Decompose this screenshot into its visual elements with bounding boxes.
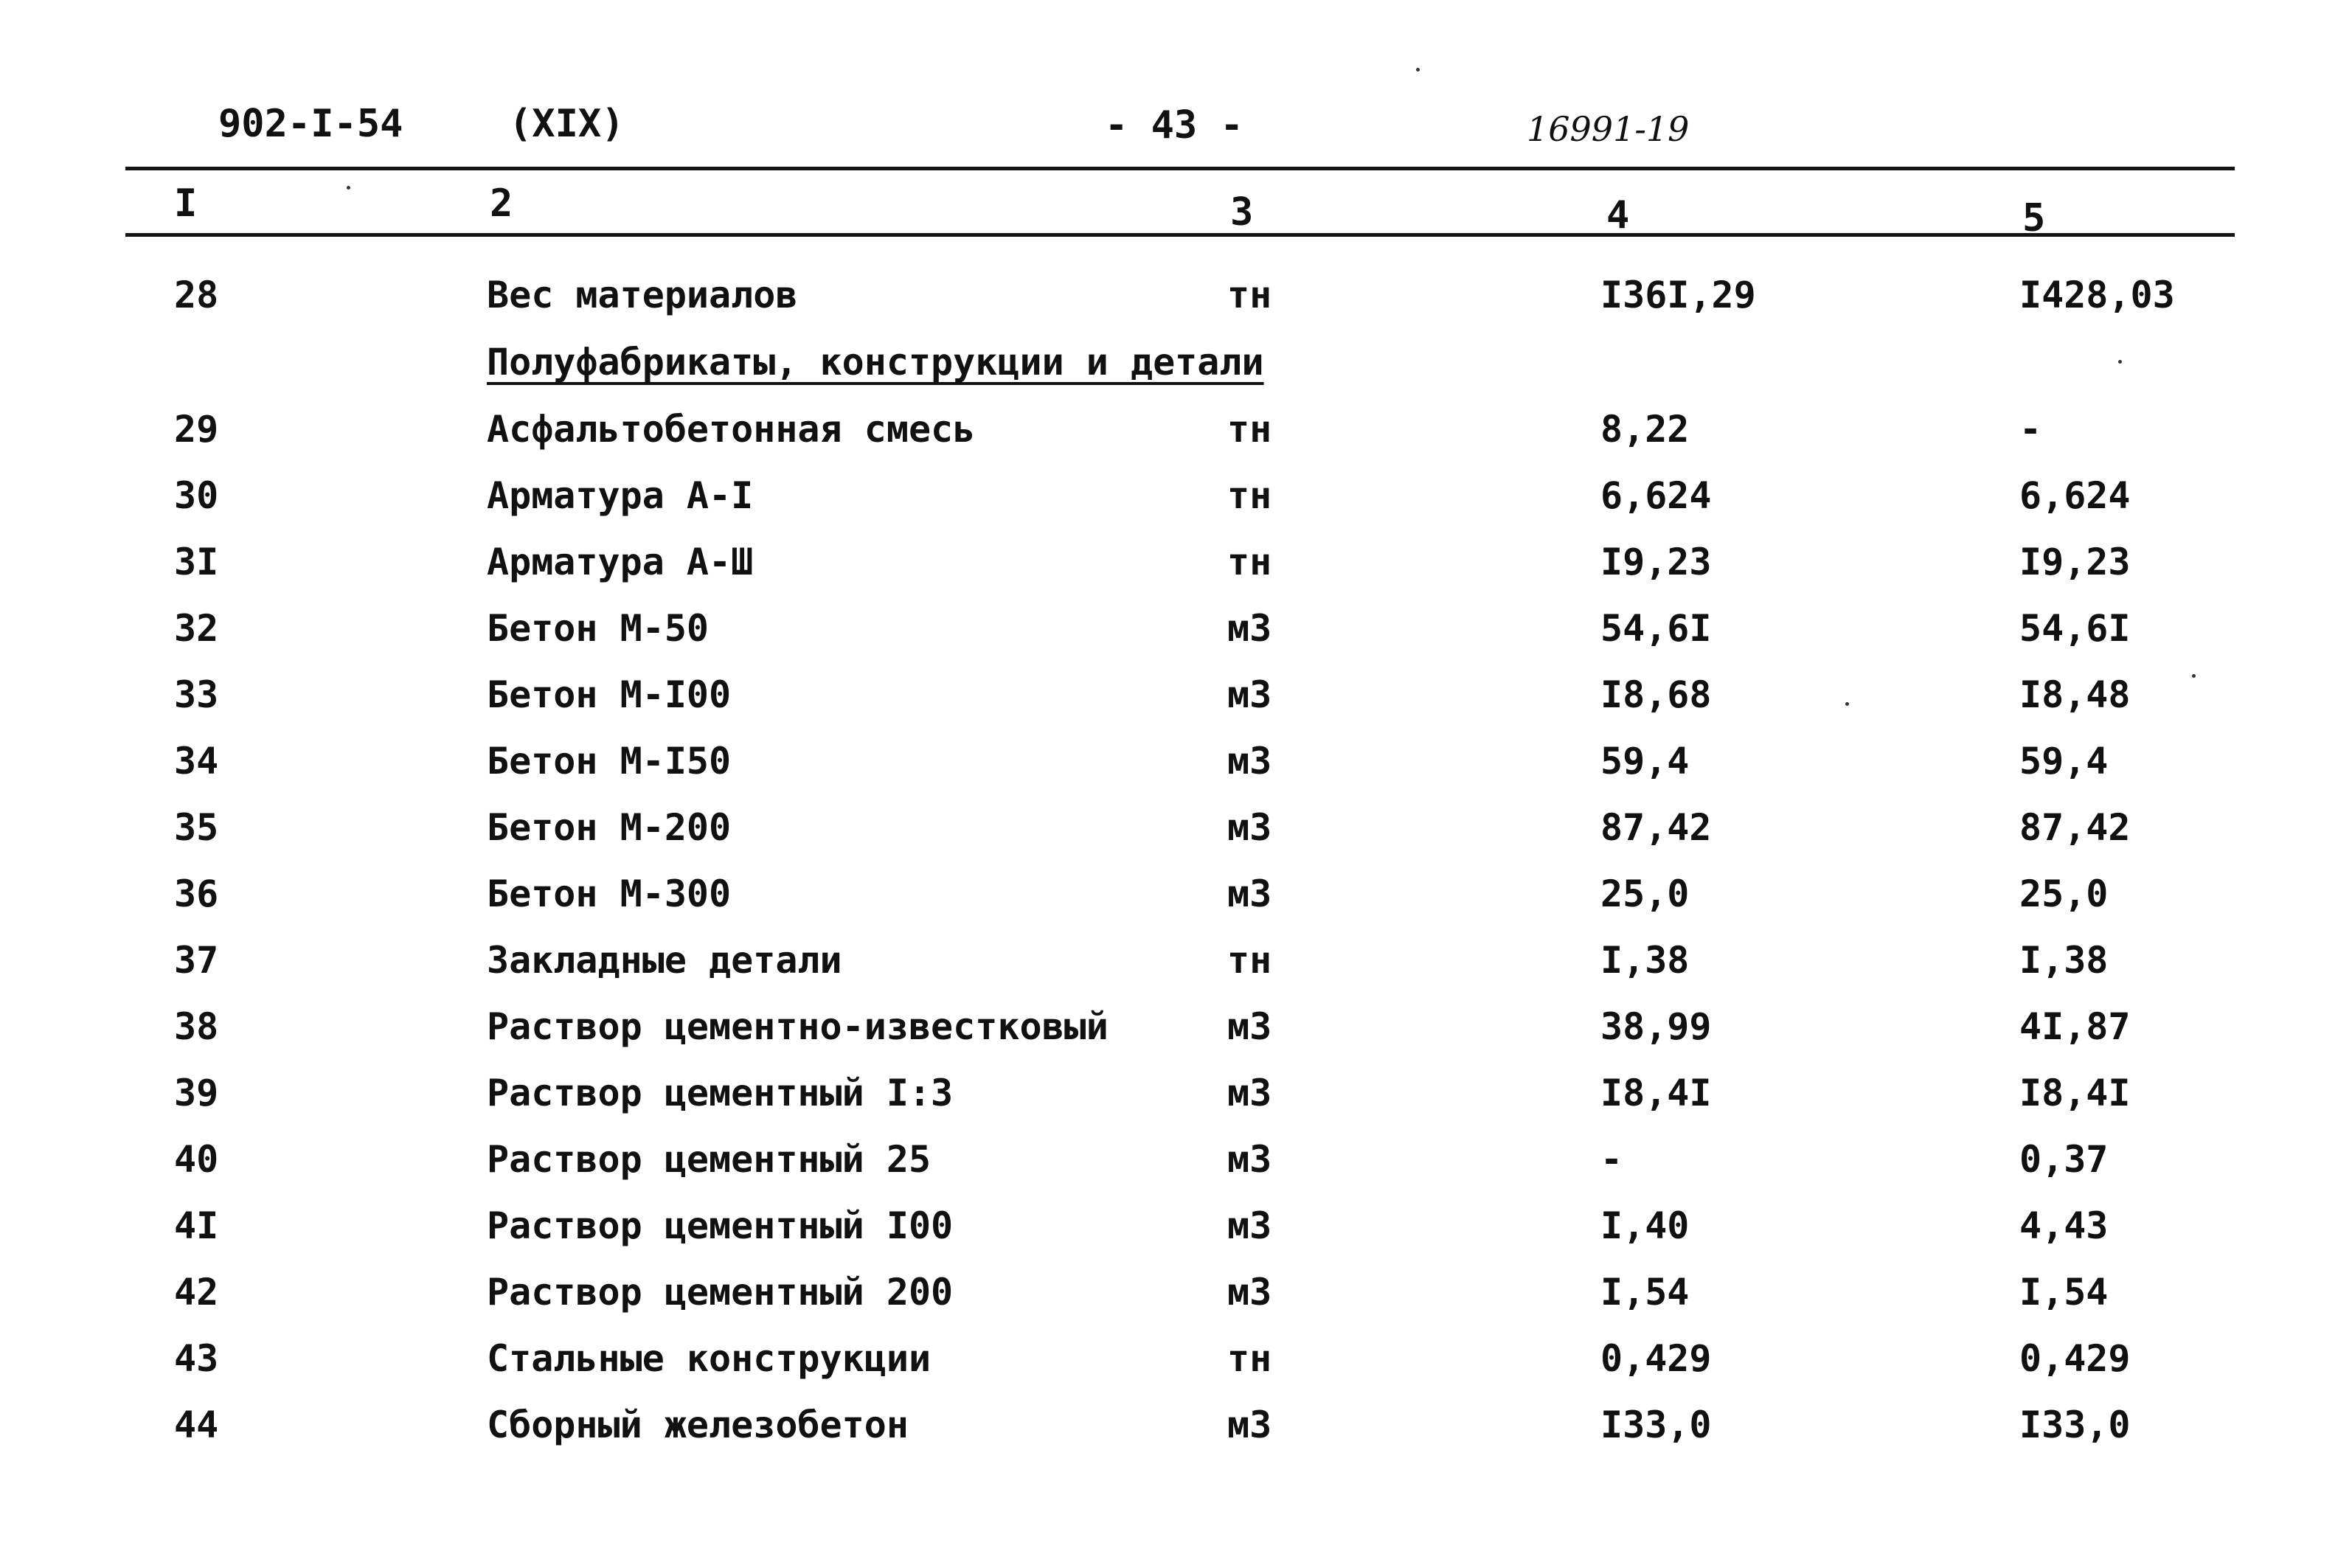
row-number: 34 xyxy=(174,740,219,783)
unit: м3 xyxy=(1227,806,1272,849)
value-col5: 87,42 xyxy=(2019,806,2131,849)
material-name: Стальные конструкции xyxy=(487,1337,932,1380)
unit: м3 xyxy=(1227,673,1272,716)
table-row xyxy=(0,473,2352,540)
table-row xyxy=(0,805,2352,872)
material-name: Бетон М-I50 xyxy=(487,740,732,783)
row-number: 37 xyxy=(174,939,219,982)
value-col5: 25,0 xyxy=(2019,873,2109,915)
value-col5: I8,4I xyxy=(2019,1072,2131,1114)
column-header-4: 4 xyxy=(1606,193,1630,237)
table-row xyxy=(0,1005,2352,1071)
value-col4: 38,99 xyxy=(1600,1005,1712,1048)
value-col5: I428,03 xyxy=(2019,274,2175,316)
table-row xyxy=(0,1137,2352,1204)
row-number: 38 xyxy=(174,1005,219,1048)
value-col5: 54,6I xyxy=(2019,607,2131,650)
header-rule xyxy=(125,233,2235,237)
value-col5: I33,0 xyxy=(2019,1404,2131,1446)
top-rule xyxy=(125,167,2235,170)
row-number: 43 xyxy=(174,1337,219,1380)
value-col4: 54,6I xyxy=(1600,607,1712,650)
page-number: - 43 - xyxy=(1105,103,1243,148)
table-row xyxy=(0,938,2352,1005)
scan-speck xyxy=(1845,702,1849,706)
value-col4: 6,624 xyxy=(1600,474,1712,517)
value-col5: I8,48 xyxy=(2019,673,2131,716)
scan-speck xyxy=(2192,674,2196,678)
unit: тн xyxy=(1227,541,1272,583)
value-col5: 6,624 xyxy=(2019,474,2131,517)
value-col5: - xyxy=(2019,408,2042,451)
material-name: Раствор цементный I00 xyxy=(487,1204,954,1247)
table-row xyxy=(0,606,2352,673)
material-name: Закладные детали xyxy=(487,939,842,982)
row-number: 39 xyxy=(174,1072,219,1114)
row-number: 42 xyxy=(174,1271,219,1314)
row-number: 29 xyxy=(174,408,219,451)
value-col5: I9,23 xyxy=(2019,541,2131,583)
unit: тн xyxy=(1227,274,1272,316)
column-header-1: I xyxy=(174,181,198,226)
value-col5: I,38 xyxy=(2019,939,2109,982)
value-col4: I8,68 xyxy=(1600,673,1712,716)
unit: м3 xyxy=(1227,1204,1272,1247)
unit: м3 xyxy=(1227,1072,1272,1114)
material-name: Бетон М-200 xyxy=(487,806,732,849)
table-row xyxy=(0,1071,2352,1137)
value-col5: 4I,87 xyxy=(2019,1005,2131,1048)
value-col4: 0,429 xyxy=(1600,1337,1712,1380)
material-name: Бетон М-50 xyxy=(487,607,710,650)
unit: м3 xyxy=(1227,1404,1272,1446)
row-number: 3I xyxy=(174,541,219,583)
value-col4: 25,0 xyxy=(1600,873,1690,915)
unit: тн xyxy=(1227,474,1272,517)
value-col4: - xyxy=(1600,1138,1623,1181)
unit: тн xyxy=(1227,939,1272,982)
unit: м3 xyxy=(1227,1138,1272,1181)
scan-speck xyxy=(2118,360,2122,364)
unit: м3 xyxy=(1227,1271,1272,1314)
material-name: Раствор цементный 200 xyxy=(487,1271,954,1314)
material-name: Арматура А-I xyxy=(487,474,754,517)
material-name: Сборный железобетон xyxy=(487,1404,909,1446)
doc-code: 902-I-54 xyxy=(218,102,403,146)
value-col5: 0,37 xyxy=(2019,1138,2109,1181)
material-name: Бетон М-300 xyxy=(487,873,732,915)
table-row xyxy=(0,872,2352,938)
value-col5: I,54 xyxy=(2019,1271,2109,1314)
unit: м3 xyxy=(1227,873,1272,915)
row-number: 40 xyxy=(174,1138,219,1181)
column-header-2: 2 xyxy=(490,181,513,226)
value-col5: 4,43 xyxy=(2019,1204,2109,1247)
unit: м3 xyxy=(1227,607,1272,650)
table-row xyxy=(0,407,2352,473)
table-row xyxy=(0,739,2352,805)
table-row xyxy=(0,1403,2352,1469)
row-number: 32 xyxy=(174,607,219,650)
unit: м3 xyxy=(1227,740,1272,783)
value-col4: 59,4 xyxy=(1600,740,1690,783)
section-subheading: Полуфабрикаты, конструкции и детали xyxy=(487,341,1264,384)
value-col4: I9,23 xyxy=(1600,541,1712,583)
table-row xyxy=(0,1336,2352,1403)
scan-speck xyxy=(1416,68,1420,72)
material-name: Асфальтобетонная смесь xyxy=(487,408,976,451)
row-number: 35 xyxy=(174,806,219,849)
value-col4: 87,42 xyxy=(1600,806,1712,849)
material-name: Арматура А-Ш xyxy=(487,541,754,583)
row-number: 30 xyxy=(174,474,219,517)
unit: м3 xyxy=(1227,1005,1272,1048)
row-number: 28 xyxy=(174,274,219,316)
material-name: Раствор цементный I:3 xyxy=(487,1072,954,1114)
value-col4: I,54 xyxy=(1600,1271,1690,1314)
column-header-5: 5 xyxy=(2022,196,2046,240)
archive-number: 16991-19 xyxy=(1527,109,1690,149)
table-row xyxy=(0,673,2352,739)
value-col4: I8,4I xyxy=(1600,1072,1712,1114)
row-number: 33 xyxy=(174,673,219,716)
table-row xyxy=(0,1204,2352,1270)
section-label: (XIX) xyxy=(509,102,625,146)
value-col4: I,38 xyxy=(1600,939,1690,982)
table-row xyxy=(0,540,2352,606)
value-col5: 59,4 xyxy=(2019,740,2109,783)
row-number: 44 xyxy=(174,1404,219,1446)
column-header-3: 3 xyxy=(1230,190,1254,235)
table-row xyxy=(0,273,2352,339)
table-row xyxy=(0,1270,2352,1336)
row-number: 4I xyxy=(174,1204,219,1247)
unit: тн xyxy=(1227,408,1272,451)
unit: тн xyxy=(1227,1337,1272,1380)
material-name: Вес материалов xyxy=(487,274,798,316)
material-name: Бетон М-I00 xyxy=(487,673,732,716)
material-name: Раствор цементно-известковый xyxy=(487,1005,1109,1048)
value-col4: I36I,29 xyxy=(1600,274,1756,316)
material-name: Раствор цементный 25 xyxy=(487,1138,932,1181)
value-col4: I33,0 xyxy=(1600,1404,1712,1446)
value-col5: 0,429 xyxy=(2019,1337,2131,1380)
scan-speck xyxy=(347,186,350,190)
row-number: 36 xyxy=(174,873,219,915)
value-col4: 8,22 xyxy=(1600,408,1690,451)
value-col4: I,40 xyxy=(1600,1204,1690,1247)
